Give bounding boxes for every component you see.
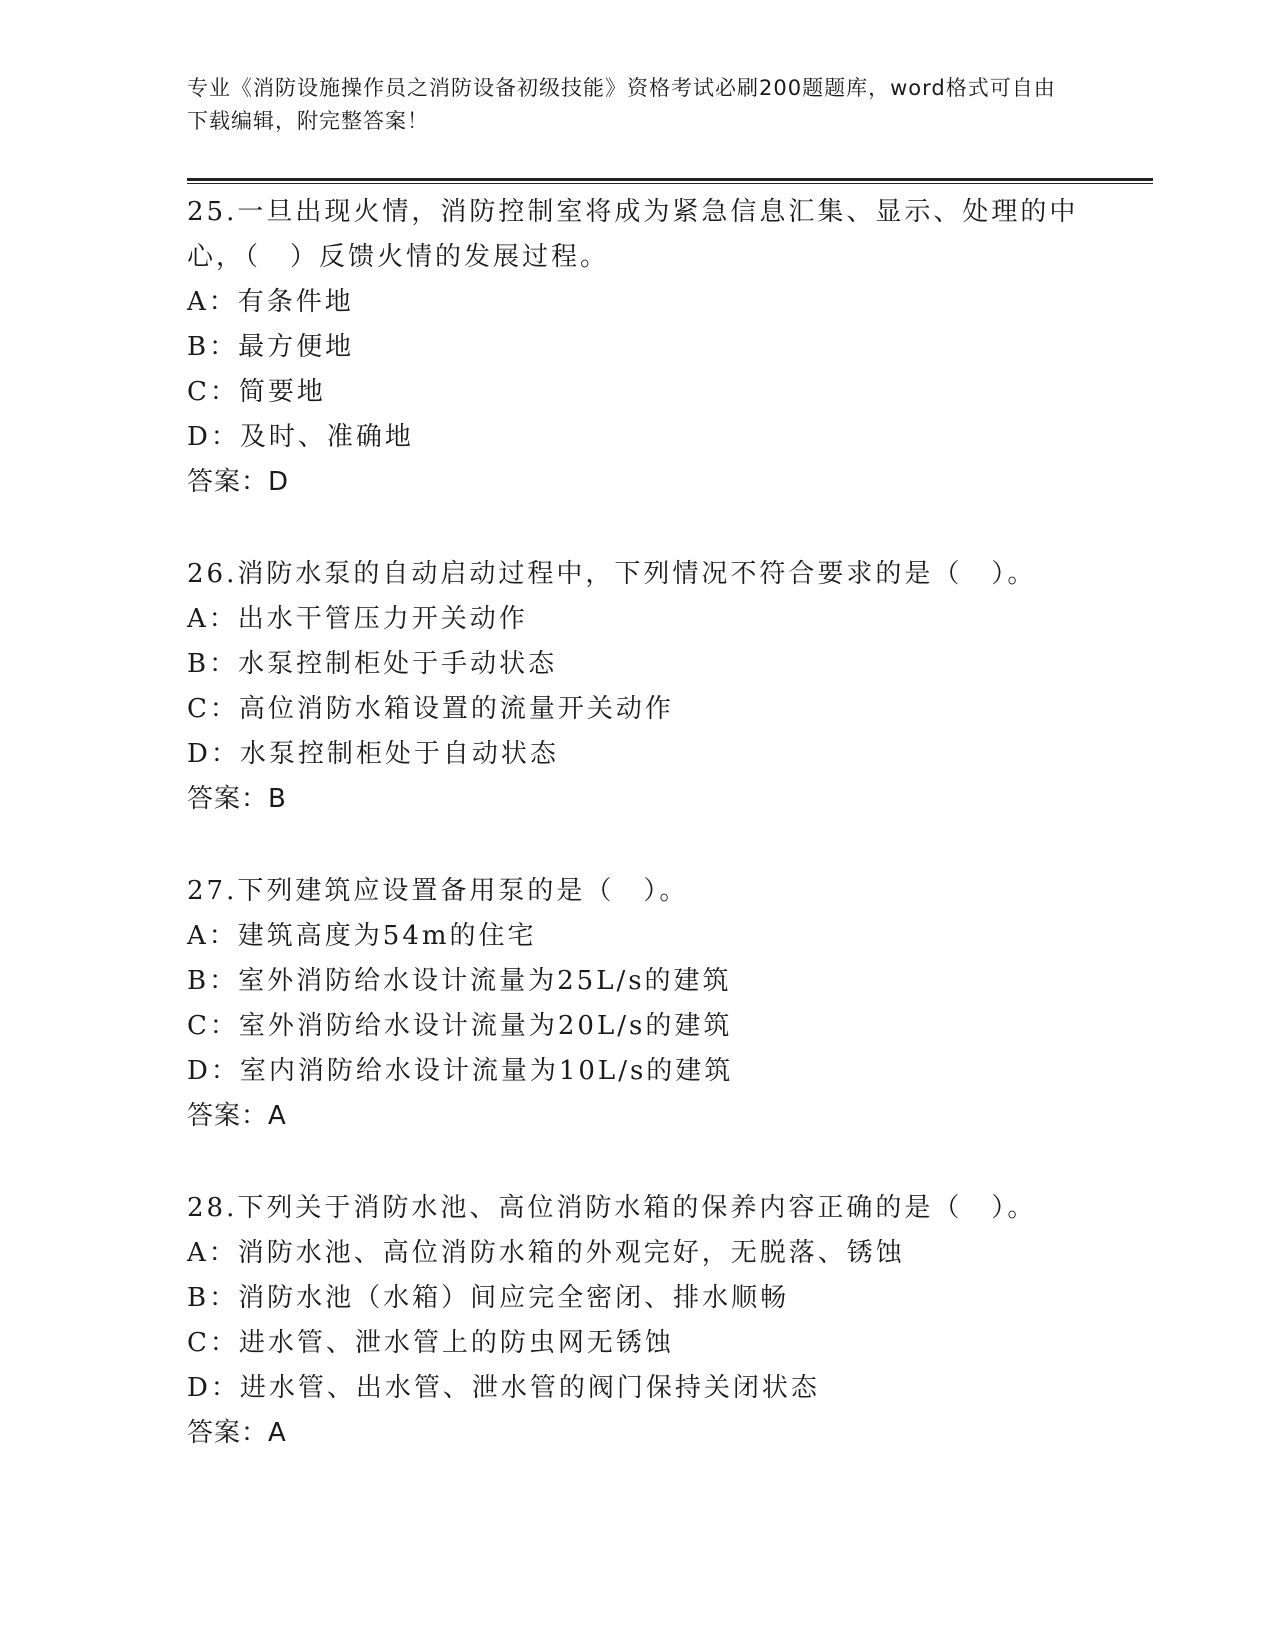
question-option: D：及时、准确地 [187,422,414,452]
question-option: A：消防水池、高位消防水箱的外观完好，无脱落、锈蚀 [187,1238,905,1268]
question-option: B：水泵控制柜处于手动状态 [187,649,558,679]
question-option: D：水泵控制柜处于自动状态 [187,739,559,769]
question-option: C：进水管、泄水管上的防虫网无锈蚀 [187,1328,674,1358]
question-spacer [187,1139,1117,1186]
question-item [187,1186,1117,1456]
question-option: A：有条件地 [187,287,354,317]
question-item [187,552,1117,822]
question-answer: 答案：A [187,1418,287,1448]
question-stem: 27.下列建筑应设置备用泵的是（ ）。 [187,876,689,906]
question-item [187,869,1117,1139]
document-header: 专业《消防设施操作员之消防设备初级技能》资格考试必刷200题题库，word格式可自由下载编辑，附完整答案！ [187,76,1056,133]
question-answer: 答案：B [187,784,287,814]
question-stem: 25.一旦出现火情，消防控制室将成为紧急信息汇集、显示、处理的中心，（ ）反馈火情的发展过程。 [187,197,1079,272]
question-answer: 答案：A [187,1101,287,1131]
question-item [187,190,1117,505]
question-stem: 26.消防水泵的自动启动过程中，下列情况不符合要求的是（ ）。 [187,559,1037,589]
question-stem: 28.下列关于消防水池、高位消防水箱的保养内容正确的是（ ）。 [187,1193,1037,1223]
question-option: A：出水干管压力开关动作 [187,604,528,634]
question-option: A：建筑高度为54m的住宅 [187,921,537,951]
question-option: B：室外消防给水设计流量为25L/s的建筑 [187,966,732,996]
question-option: D：室内消防给水设计流量为10L/s的建筑 [187,1056,734,1086]
question-option: B：最方便地 [187,332,355,362]
header-rule-thin [187,183,1153,184]
question-option: C：简要地 [187,377,326,407]
question-option: B：消防水池（水箱）间应完全密闭、排水顺畅 [187,1283,790,1313]
question-option: D：进水管、出水管、泄水管的阀门保持关闭状态 [187,1373,820,1403]
question-answer: 答案：D [187,467,290,497]
header-rule-thick [187,178,1153,181]
question-option: C：室外消防给水设计流量为20L/s的建筑 [187,1011,733,1041]
question-spacer [187,505,1117,552]
question-list [187,190,1117,1456]
question-option: C：高位消防水箱设置的流量开关动作 [187,694,674,724]
question-spacer [187,822,1117,869]
